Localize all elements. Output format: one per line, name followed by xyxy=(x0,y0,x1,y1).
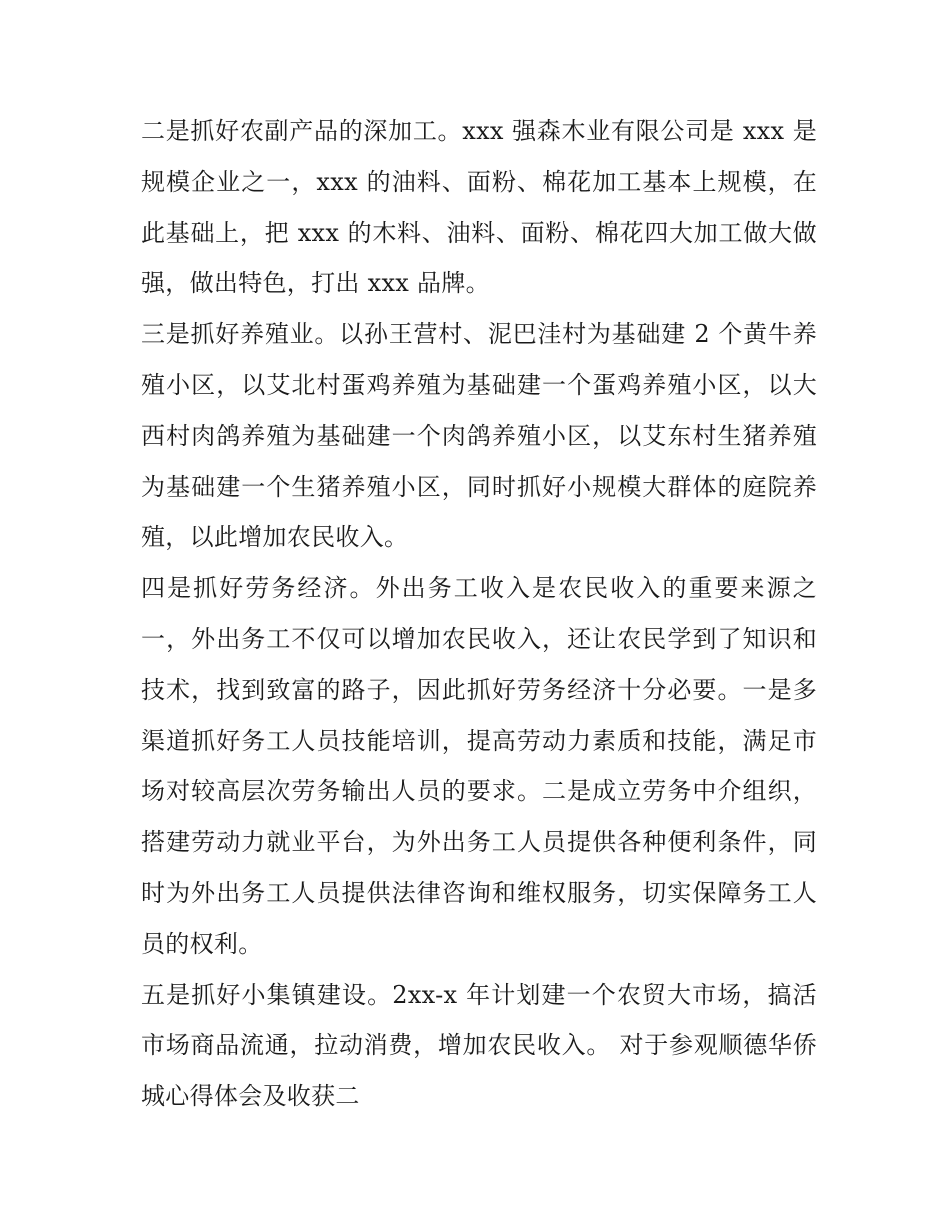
document-body xyxy=(141,106,817,1122)
paragraph-town-construction: 五是抓好小集镇建设。2xx-x 年计划建一个农贸大市场，搞活市场商品流通，拉动消费，增加农民收入。 对于参观顺德华侨城心得体会及收获二 xyxy=(141,980,817,1111)
paragraph-labor-economy: 四是抓好劳务经济。外出务工收入是农民收入的重要来源之一，外出务工不仅可以增加农民收入，还让农民学到了知识和技术，找到致富的路子，因此抓好劳务经济十分必要。一是多渠道抓好务工人员技能培训，提高劳动力素质和技能，满足市场对较高层次劳务输出人员的要求。二是成立劳务中介组织，搭建劳动力就业平台，为外出务工人员提供各种便利条件，同时为外出务工人员提供法律咨询和维权服务，切实保障务工人员的权利。 xyxy=(141,574,817,958)
paragraph-agro-processing: 二是抓好农副产品的深加工。xxx 强森木业有限公司是 xxx 是规模企业之一，xxx 的油料、面粉、棉花加工基本上规模，在此基础上，把 xxx 的木料、油料、面粉、棉花四大加工做大做强，做出特色，打出 xxx 品牌。 xyxy=(141,117,817,298)
paragraph-livestock-breeding: 三是抓好养殖业。以孙王营村、泥巴洼村为基础建 2 个黄牛养殖小区，以艾北村蛋鸡养殖为基础建一个蛋鸡养殖小区，以大西村肉鸽养殖为基础建一个肉鸽养殖小区，以艾东村生猪养殖为基础建一个生猪养殖小区，同时抓好小规模大群体的庭院养殖，以此增加农民收入。 xyxy=(141,320,817,552)
